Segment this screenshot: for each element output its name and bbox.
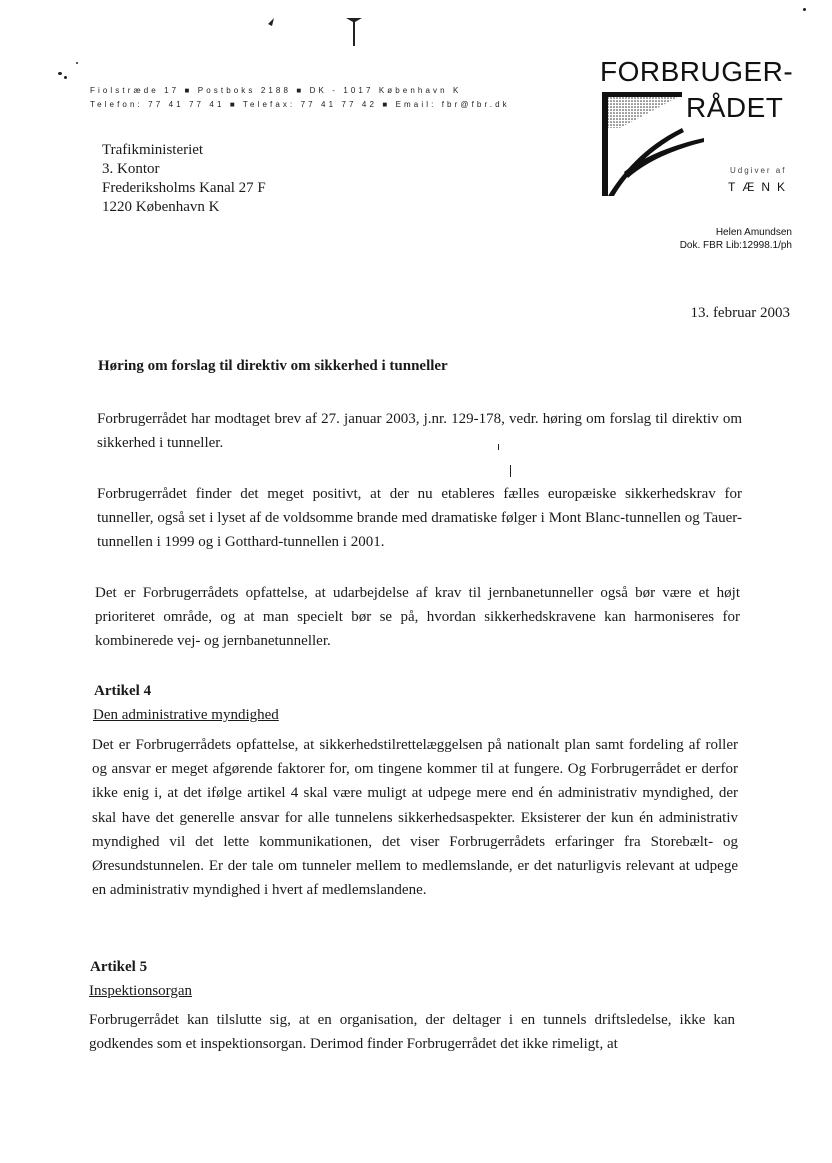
logo-wordmark-line1: FORBRUGER- bbox=[600, 56, 794, 87]
recipient-line: 1220 København K bbox=[102, 199, 220, 215]
article5-subheading: Inspektionsorgan bbox=[89, 983, 193, 999]
letterhead-address-line: Fiolstræde 17 ■ Postboks 2188 ■ DK - 1017 København K bbox=[90, 86, 462, 95]
scan-speck bbox=[510, 465, 511, 477]
recipient-address bbox=[102, 141, 266, 217]
logo-mark-icon bbox=[598, 88, 708, 202]
paragraph-railway: Det er Forbrugerrådets opfattelse, at udarbejdelse af krav til jernbanetunneller også bør være et højt prioriteret område, og at man specielt bør se på, hvordan sikkerhedskravene kan harmoniseres for kombinerede vej- og jernbanetunneller. bbox=[95, 585, 740, 650]
recipient-line: Trafikministeriet bbox=[102, 142, 204, 158]
logo-publisher-label: Udgiver af bbox=[730, 166, 787, 175]
article5-text: Forbrugerrådet kan tilslutte sig, at en organisation, der deltager i en tunnels driftsledelse, ikke kan godkendes som et inspektionsorgan. Derimod finder Forbrugerrådet det ikke rimeligt, at bbox=[89, 1012, 735, 1053]
scan-speck bbox=[803, 8, 806, 11]
logo-wordmark-line2: RÅDET bbox=[686, 92, 784, 123]
scan-artifact bbox=[342, 14, 366, 48]
document-reference: Dok. FBR Lib:12998.1/ph bbox=[679, 240, 792, 251]
scan-speck bbox=[64, 76, 67, 79]
paragraph-positive: Forbrugerrådet finder det meget positivt, at der nu etableres fælles europæiske sikkerhedskrav for tunneller, også set i lyset af de voldsomme brande med dramatiske følger i Mont Blanc-tunnellen og Tauer-tunnellen i 1999 og i Gotthard-tunnellen i 2001. bbox=[97, 486, 742, 551]
recipient-line: Frederiksholms Kanal 27 F bbox=[102, 180, 266, 196]
sender-name: Helen Amundsen bbox=[715, 227, 792, 238]
scan-artifact bbox=[258, 14, 298, 44]
article4-text: Det er Forbrugerrådets opfattelse, at sikkerhedstilrettelæggelsen på nationalt plan samt fordeling af roller og ansvar er meget afgørende faktorer for, om tingene kommer til at fungere. Og Forbrugerrådet er derfor ikke enig i, at det ifølge artikel 4 skal være muligt at udpege mere end én administrativ myndighed, der skal have det generelle ansvar for alle tunnelens sikkerhedsaspekter. Eksisterer der kun én administrativ myndighed vil det lette kommunikationen, det viser Forbrugerrådets erfaringer fra Storebælt- og Øresundstunnelen. Er der tale om tunneler mellem to medlemslande, er det naturligvis relevant at udpege en administrativ myndighed i hvert af medlemslandene. bbox=[92, 737, 738, 899]
paragraph-intro: Forbrugerrådet har modtaget brev af 27. januar 2003, j.nr. 129-178, vedr. høring om forslag til direktiv om sikkerhed i tunneller. bbox=[97, 411, 742, 452]
article5-heading: Artikel 5 bbox=[90, 959, 148, 975]
scan-speck bbox=[58, 72, 62, 75]
letter-subject: Høring om forslag til direktiv om sikkerhed i tunneller bbox=[98, 358, 448, 374]
letterhead-phone-line: Telefon: 77 41 77 41 ■ Telefax: 77 41 77 42 ■ Email: fbr@fbr.dk bbox=[90, 100, 510, 109]
article4-subheading: Den administrative myndighed bbox=[93, 707, 279, 723]
article4-heading: Artikel 4 bbox=[94, 683, 152, 699]
logo-publisher-name: TÆNK bbox=[728, 180, 792, 194]
recipient-line: 3. Kontor bbox=[102, 161, 160, 177]
letter-date: 13. februar 2003 bbox=[690, 305, 790, 321]
scan-speck bbox=[76, 62, 78, 64]
